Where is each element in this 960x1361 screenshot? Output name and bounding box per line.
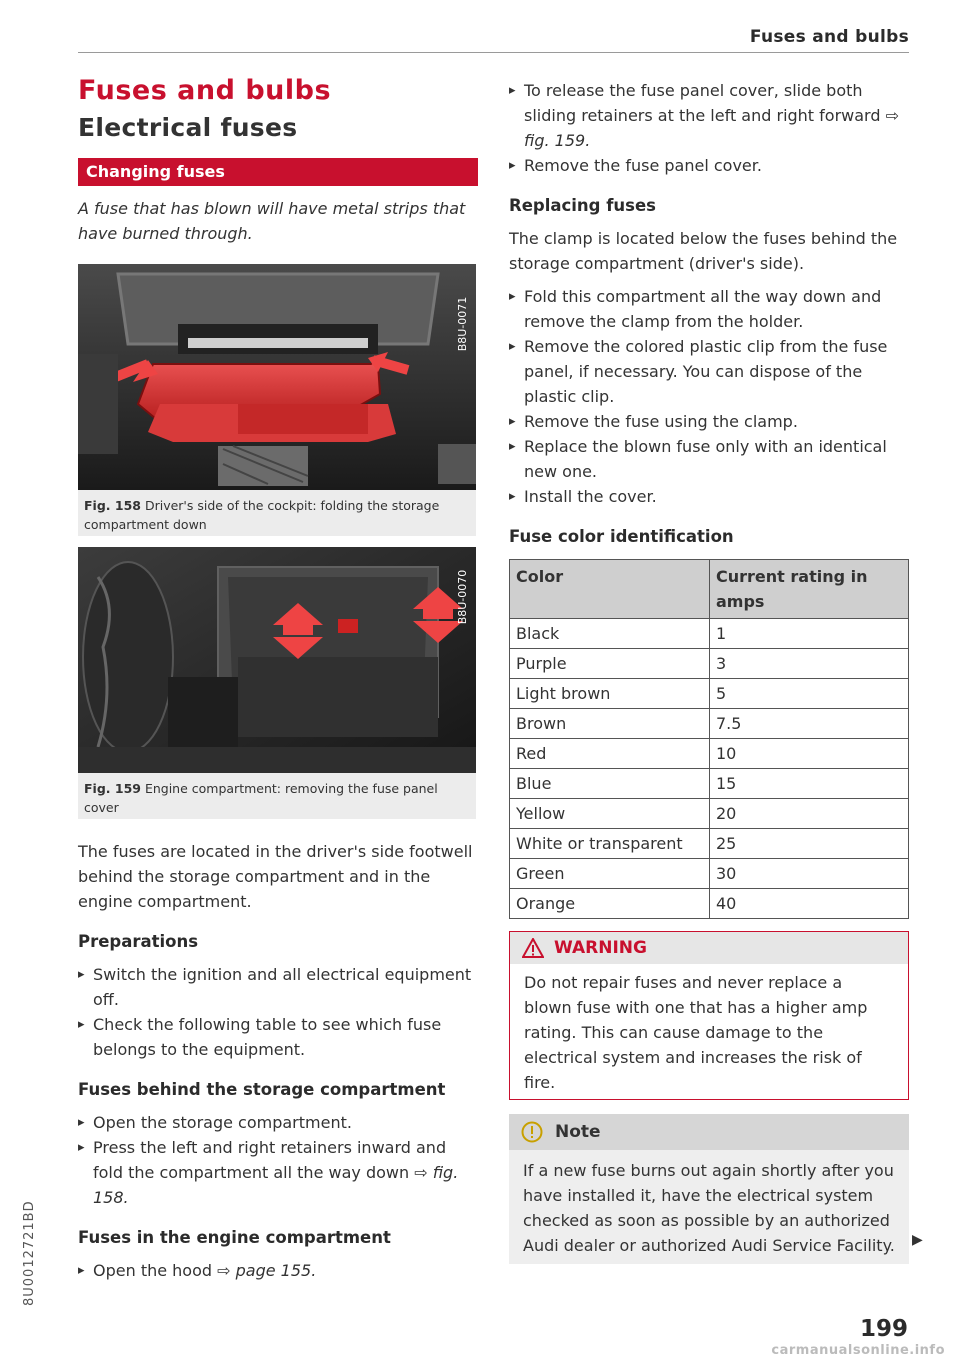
table-cell: 30 <box>710 859 909 889</box>
table-cell: 40 <box>710 889 909 919</box>
table-header-row <box>510 560 909 619</box>
fig158-code: B8U-0071 <box>456 296 469 352</box>
table-row <box>510 799 909 829</box>
intro-text: A fuse that has blown will have metal strips that have burned through. <box>78 199 466 243</box>
table-cell: Brown <box>510 709 710 739</box>
figure-158 <box>78 264 476 536</box>
list-item <box>509 78 909 153</box>
fig159-caption <box>78 773 476 819</box>
fig158-label: Fig. 158 <box>84 498 141 513</box>
warning-triangle-icon <box>522 938 544 958</box>
table-row <box>510 769 909 799</box>
table-cell: Black <box>510 619 710 649</box>
subsection-bar: Changing fuses <box>78 158 478 186</box>
replacing-heading: Replacing fuses <box>509 196 656 215</box>
fig159-caption-text: Engine compartment: removing the fuse panel cover <box>84 781 438 815</box>
list-item <box>78 1135 478 1210</box>
storage-heading: Fuses behind the storage compartment <box>78 1080 446 1099</box>
replacing-body: The clamp is located below the fuses behind the storage compartment (driver's side). <box>509 229 898 273</box>
table-row <box>510 649 909 679</box>
note-header <box>509 1114 909 1150</box>
column-header-color: Color <box>510 560 710 619</box>
table-cell: 7.5 <box>710 709 909 739</box>
note-info-icon <box>521 1121 543 1143</box>
table-row <box>510 829 909 859</box>
table-cell: Red <box>510 739 710 769</box>
table-heading: Fuse color identification <box>509 527 734 546</box>
table-row <box>510 709 909 739</box>
table-cell: 1 <box>710 619 909 649</box>
table-cell: 20 <box>710 799 909 829</box>
fig158-reference-link[interactable]: ⇨ fig. 158. <box>93 1163 459 1207</box>
preparations-heading: Preparations <box>78 932 199 951</box>
side-document-code: 8U0012721BD <box>22 1200 37 1306</box>
figure-159 <box>78 547 476 819</box>
table-row <box>510 739 909 769</box>
table-cell: 10 <box>710 739 909 769</box>
list-item: ▸ Remove the colored plastic clip from the fuse panel, if necessary. You can dispose of the plastic clip. <box>509 334 909 409</box>
fuse-color-table <box>509 559 909 919</box>
preparations-list <box>78 962 478 1062</box>
chapter-title: Fuses and bulbs <box>78 75 332 106</box>
table-cell: 3 <box>710 649 909 679</box>
table-cell: Orange <box>510 889 710 919</box>
table-cell: Green <box>510 859 710 889</box>
engine-heading: Fuses in the engine compartment <box>78 1228 391 1247</box>
list-item: ▸ Install the cover. <box>509 484 909 509</box>
fig158-caption-text: Driver's side of the cockpit: folding the storage compartment down <box>84 498 440 532</box>
table-row <box>510 889 909 919</box>
table-cell: White or transparent <box>510 829 710 859</box>
list-item: ▸ Replace the blown fuse only with an identical new one. <box>509 434 909 484</box>
list-item: ▸ Check the following table to see which fuse belongs to the equipment. <box>78 1012 478 1062</box>
warning-title: WARNING <box>554 938 647 958</box>
table-row <box>510 619 909 649</box>
header-rule <box>78 52 909 53</box>
table-cell: Purple <box>510 649 710 679</box>
page155-reference-link[interactable]: ⇨ page 155. <box>217 1261 317 1280</box>
table-cell: Blue <box>510 769 710 799</box>
list-item: ▸ Remove the fuse panel cover. <box>509 153 909 178</box>
list-item: ▸ Open the storage compartment. <box>78 1110 478 1135</box>
fig159-label: Fig. 159 <box>84 781 141 796</box>
section-title: Electrical fuses <box>78 113 298 142</box>
note-text: If a new fuse burns out again shortly after you have installed it, have the electrical system checked as soon as possible by an authorized Audi dealer or authorized Audi Service Facility. <box>523 1161 895 1255</box>
note-title: Note <box>555 1122 601 1142</box>
engine-list <box>78 1258 478 1283</box>
table-cell: 25 <box>710 829 909 859</box>
fig159-image <box>78 547 476 773</box>
list-item: ▸ Fold this compartment all the way down and remove the clamp from the holder. <box>509 284 909 334</box>
watermark: carmanualsonline.info <box>771 1343 945 1358</box>
table-row <box>510 679 909 709</box>
continue-arrow-icon: ▶ <box>912 1232 923 1248</box>
warning-header <box>510 932 908 964</box>
fig159-reference-link[interactable]: ⇨ fig. 159. <box>524 106 900 150</box>
replacing-list <box>509 284 909 509</box>
running-head: Fuses and bulbs <box>749 27 909 47</box>
storage-step2-text: Press the left and right retainers inward and fold the compartment all the way down <box>93 1138 447 1182</box>
table-cell: 15 <box>710 769 909 799</box>
engine-step1-text: Open the hood <box>93 1261 213 1280</box>
list-item: ▸ Switch the ignition and all electrical equipment off. <box>78 962 478 1012</box>
warning-text: Do not repair fuses and never replace a blown fuse with one that has a higher amp rating. This can cause damage to the electrical system and increases the risk of fire. <box>524 973 868 1092</box>
warning-box <box>509 931 909 1100</box>
table-cell: Light brown <box>510 679 710 709</box>
body-paragraph: The fuses are located in the driver's side footwell behind the storage compartment and in the engine compartment. <box>78 842 473 911</box>
right-column <box>509 78 909 1264</box>
table-cell: Yellow <box>510 799 710 829</box>
page-number: 199 <box>859 1316 908 1342</box>
note-box <box>509 1114 909 1264</box>
release-step-text: To release the fuse panel cover, slide both sliding retainers at the left and right forward <box>524 81 881 125</box>
list-item <box>78 1258 478 1283</box>
list-item: ▸ Remove the fuse using the clamp. <box>509 409 909 434</box>
fig158-image <box>78 264 476 490</box>
fig158-caption <box>78 490 476 536</box>
column-header-rating: Current rating in amps <box>710 560 909 619</box>
storage-list <box>78 1110 478 1210</box>
left-column <box>78 74 478 1283</box>
release-list <box>509 78 909 178</box>
table-row <box>510 859 909 889</box>
fig159-code: B8U-0070 <box>456 569 469 625</box>
table-cell: 5 <box>710 679 909 709</box>
